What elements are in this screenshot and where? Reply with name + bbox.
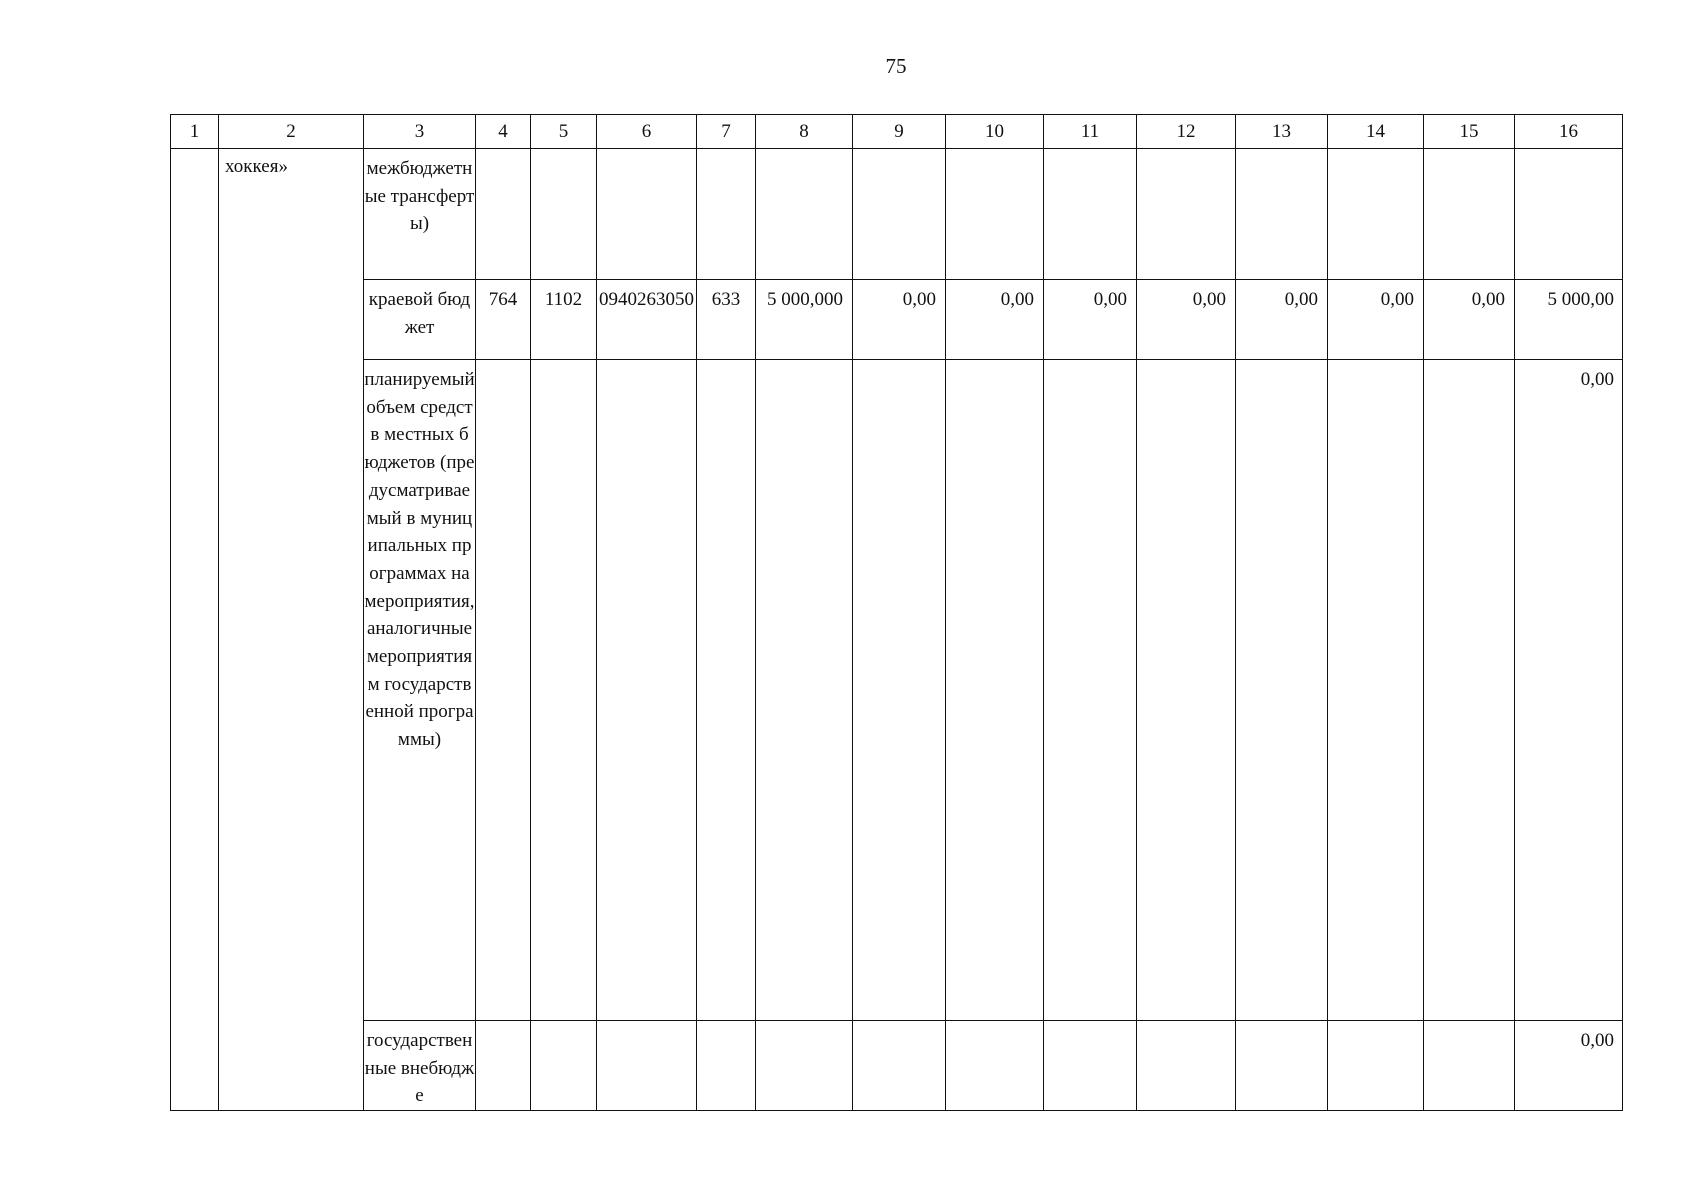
table-cell: 0,00 [1515, 1021, 1623, 1111]
table-cell: 0,00 [853, 280, 946, 360]
table-cell [1044, 1021, 1137, 1111]
column-header: 2 [219, 115, 364, 149]
table-cell: 1102 [531, 280, 597, 360]
column-header: 11 [1044, 115, 1137, 149]
table-cell: 0,00 [1328, 280, 1424, 360]
table-cell: 0,00 [1424, 280, 1515, 360]
column-header: 13 [1236, 115, 1328, 149]
table-cell [1236, 360, 1328, 1021]
table-cell: 0,00 [1044, 280, 1137, 360]
column-header: 8 [756, 115, 853, 149]
table-cell [1515, 149, 1623, 280]
table-cell [531, 1021, 597, 1111]
column-header: 10 [946, 115, 1044, 149]
table-cell [1236, 149, 1328, 280]
budget-table [170, 114, 1623, 1111]
table-cell [946, 149, 1044, 280]
column-header: 5 [531, 115, 597, 149]
table-row [171, 280, 1623, 360]
index-cell [171, 149, 219, 1111]
table-cell [1328, 149, 1424, 280]
page-number: 75 [885, 54, 907, 78]
table-cell [853, 360, 946, 1021]
table-cell [476, 149, 531, 280]
table-cell [476, 1021, 531, 1111]
table-cell [1424, 360, 1515, 1021]
column-header: 1 [171, 115, 219, 149]
table-cell [756, 1021, 853, 1111]
table-cell: 0,00 [1236, 280, 1328, 360]
table-row [171, 149, 1623, 280]
table-cell [476, 360, 531, 1021]
column-header: 9 [853, 115, 946, 149]
column-header: 12 [1137, 115, 1236, 149]
table-cell [1137, 149, 1236, 280]
funding-source-cell: межбюджетные трансферты) [364, 149, 476, 280]
table-cell [1044, 149, 1137, 280]
measure-name-cell: хоккея» [219, 149, 364, 1111]
table-cell: 0,00 [1137, 280, 1236, 360]
column-header: 16 [1515, 115, 1623, 149]
table-cell [1044, 360, 1137, 1021]
funding-source-cell: государственные внебюдже [364, 1021, 476, 1111]
table-cell [697, 149, 756, 280]
table-cell [597, 360, 697, 1021]
table-cell [597, 149, 697, 280]
table-cell [946, 1021, 1044, 1111]
table-cell [756, 360, 853, 1021]
table-cell [531, 149, 597, 280]
table-cell: 0,00 [946, 280, 1044, 360]
table-cell [1328, 360, 1424, 1021]
funding-source-cell: планируемый объем средств местных бюджетов (предусматриваемый в муниципальных программах на мероприятия, аналогичные мероприятиям государственной программы) [364, 360, 476, 1021]
table-cell: 633 [697, 280, 756, 360]
table-cell [1424, 1021, 1515, 1111]
table-header-row [171, 115, 1623, 149]
table-cell: 0,00 [1515, 360, 1623, 1021]
column-header: 7 [697, 115, 756, 149]
table-cell [853, 149, 946, 280]
column-header: 6 [597, 115, 697, 149]
table-cell: 5 000,00 [1515, 280, 1623, 360]
table-row [171, 360, 1623, 1021]
table-cell [1137, 360, 1236, 1021]
table-cell [853, 1021, 946, 1111]
table-row [171, 1021, 1623, 1111]
table-cell [946, 360, 1044, 1021]
column-header: 3 [364, 115, 476, 149]
table-cell [756, 149, 853, 280]
column-header: 15 [1424, 115, 1515, 149]
table-cell [697, 1021, 756, 1111]
table-cell [1137, 1021, 1236, 1111]
funding-source-cell: краевой бюджет [364, 280, 476, 360]
table-cell [1424, 149, 1515, 280]
table-cell [531, 360, 597, 1021]
table-cell [597, 1021, 697, 1111]
column-header: 4 [476, 115, 531, 149]
table-cell [697, 360, 756, 1021]
table-cell: 5 000,000 [756, 280, 853, 360]
table-cell: 764 [476, 280, 531, 360]
column-header: 14 [1328, 115, 1424, 149]
table-cell [1328, 1021, 1424, 1111]
table-cell: 0940263050 [597, 280, 697, 360]
table-cell [1236, 1021, 1328, 1111]
